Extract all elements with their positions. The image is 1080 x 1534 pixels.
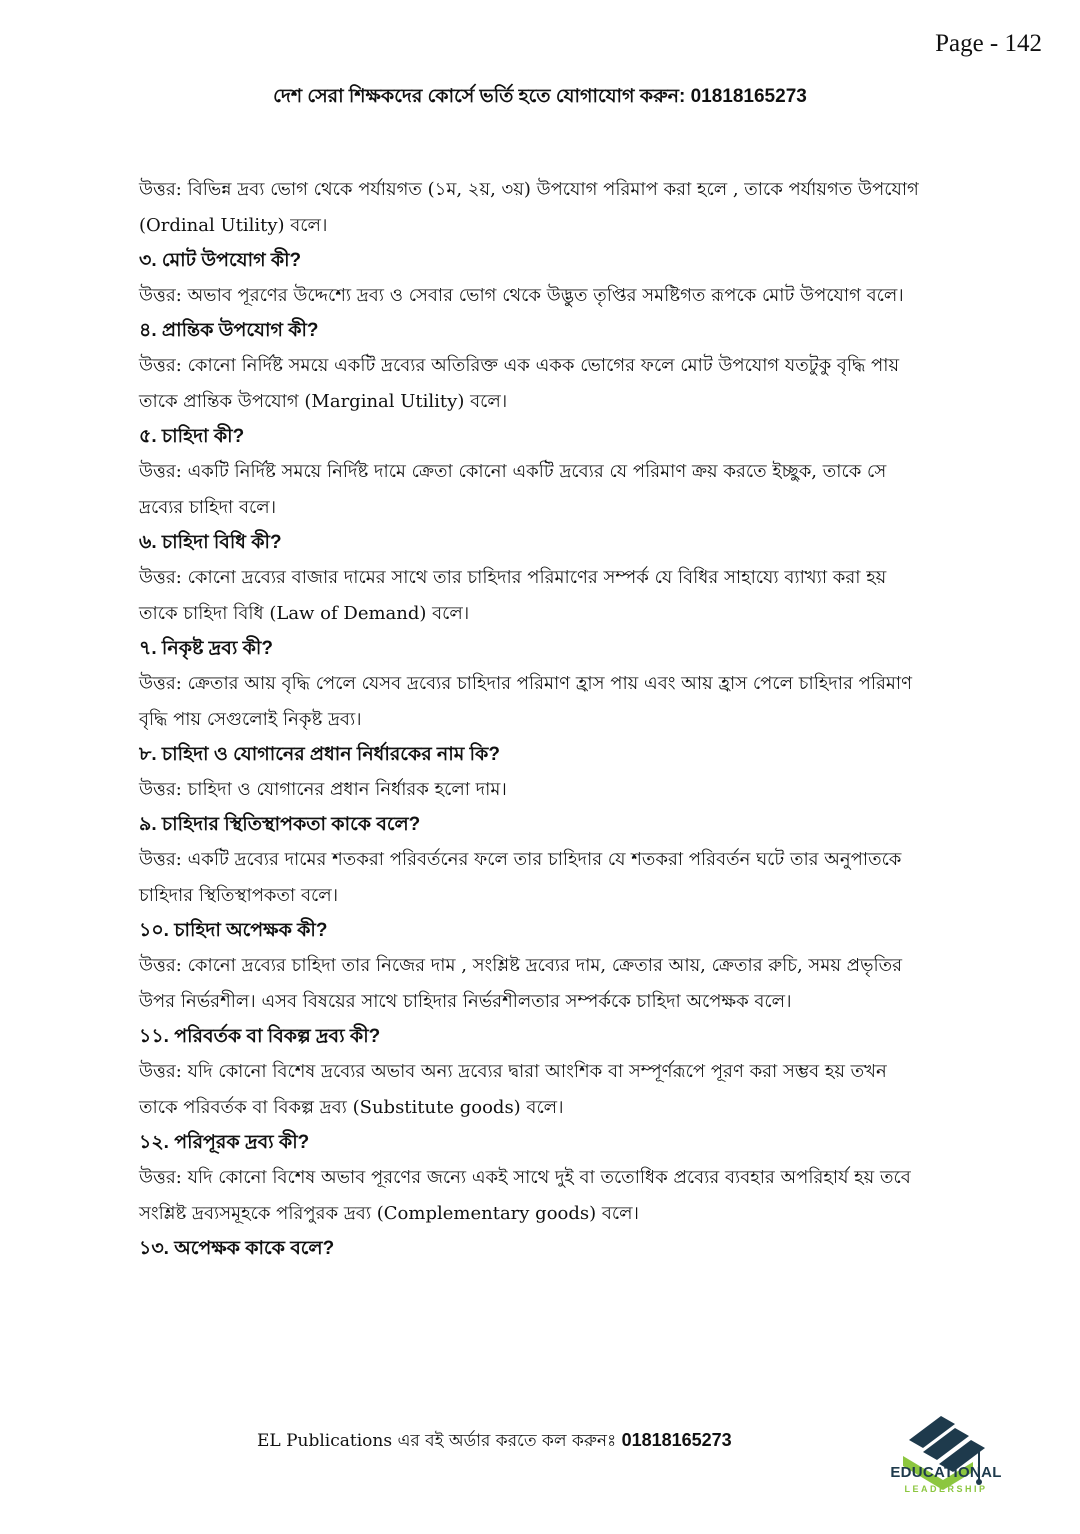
question-heading: ৮. চাহিদা ও যোগানের প্রধান নির্ধারকের নাম কি? xyxy=(139,744,500,765)
answer-text: উত্তর: যদি কোনো বিশেষ অভাব পূরণের জন্যে একই সাথে দুই বা ততোধিক প্রব্যের ব্যবহার অপরিহার্য হয় তবে সংশ্লিষ্ট দ্রব্যসমূহকে পরিপুরক দ্রব্য (Complementary goods) বলে। xyxy=(139,1167,911,1224)
footer-text: EL Publications এর বই অর্ডার করতে কল করুনঃ xyxy=(257,1431,622,1451)
question-heading: ১৩. অপেক্ষক কাকে বলে? xyxy=(139,1238,335,1259)
qa-content xyxy=(139,172,929,1266)
answer-text: উত্তর: অভাব পূরণের উদ্দেশ্যে দ্রব্য ও সেবার ভোগ থেকে উদ্ভুত তৃপ্তির সমষ্টিগত রূপকে মোট উপযোগ বলে। xyxy=(139,285,904,306)
question-heading: ৬. চাহিদা বিধি কী? xyxy=(139,532,282,553)
question-heading: ১১. পরিবর্তক বা বিকল্প দ্রব্য কী? xyxy=(139,1026,381,1047)
question-heading: ১২. পরিপূরক দ্রব্য কী? xyxy=(139,1132,310,1153)
header-contact-line: দেশ সেরা শিক্ষকদের কোর্সে ভর্তি হতে যোগাযোগ করুন: 01818165273 xyxy=(273,86,807,107)
answer-text: উত্তর: যদি কোনো বিশেষ দ্রব্যের অভাব অন্য দ্রব্যের দ্বারা আংশিক বা সম্পূর্ণরূপে পূরণ করা সম্ভব হয় তখন তাকে পরিবর্তক বা বিকল্প দ্রব্য (Substitute goods) বলে। xyxy=(139,1061,887,1118)
question-heading: ৯. চাহিদার স্থিতিস্থাপকতা কাকে বলে? xyxy=(139,814,421,835)
question-heading: ১০. চাহিদা অপেক্ষক কী? xyxy=(139,920,328,941)
question-heading: ৫. চাহিদা কী? xyxy=(139,426,245,447)
answer-text: উত্তর: চাহিদা ও যোগানের প্রধান নির্ধারক হলো দাম। xyxy=(139,779,507,800)
page-number: Page - 142 xyxy=(935,30,1042,57)
logo-subtitle: LEADERSHIP xyxy=(904,1484,988,1494)
footer-order-line xyxy=(257,1428,732,1456)
footer-phone: 01818165273 xyxy=(621,1430,732,1450)
question-heading: ৩. মোট উপযোগ কী? xyxy=(139,250,302,271)
answer-text: উত্তর: একটি দ্রব্যের দামের শতকরা পরিবর্তনের ফলে তার চাহিদার যে শতকরা পরিবর্তন ঘটে তার অনুপাতকে চাহিদার স্থিতিস্থাপকতা বলে। xyxy=(139,849,902,906)
answer-text: উত্তর: ক্রেতার আয় বৃদ্ধি পেলে যেসব দ্রব্যের চাহিদার পরিমাণ হ্রাস পায় এবং আয় হ্রাস পেলে চাহিদার পরিমাণ বৃদ্ধি পায় সেগুলোই নিকৃষ্ট দ্রব্য। xyxy=(139,673,912,730)
answer-text: উত্তর: কোনো দ্রব্যের বাজার দামের সাথে তার চাহিদার পরিমাণের সম্পর্ক যে বিধির সাহায্যে ব্যাখ্যা করা হয় তাকে চাহিদা বিধি (Law of Demand) বলে। xyxy=(139,567,887,624)
question-heading: ৪. প্রান্তিক উপযোগ কী? xyxy=(139,320,319,341)
question-heading: ৭. নিকৃষ্ট দ্রব্য কী? xyxy=(139,638,273,659)
answer-text: উত্তর: একটি নির্দিষ্ট সময়ে নির্দিষ্ট দামে ক্রেতা কোনো একটি দ্রব্যের যে পরিমাণ ক্রয় করতে ইচ্ছুক, তাকে সে দ্রব্যের চাহিদা বলে। xyxy=(139,461,887,518)
answer-text: উত্তর: কোনো দ্রব্যের চাহিদা তার নিজের দাম , সংশ্লিষ্ট দ্রব্যের দাম, ক্রেতার আয়, ক্রেতার রুচি, সময় প্রভৃতির উপর নির্ভরশীল। এসব বিষয়ের সাথে চাহিদার নির্ভরশীলতার সম্পর্ককে চাহিদা অপেক্ষক বলে। xyxy=(139,955,903,1012)
answer-text: উত্তর: কোনো নির্দিষ্ট সময়ে একটি দ্রব্যের অতিরিক্ত এক একক ভোগের ফলে মোট উপযোগ যতটুকু বৃদ্ধি পায় তাকে প্রান্তিক উপযোগ (Marginal Utility) বলে। xyxy=(139,355,900,412)
answer-text: উত্তর: বিভিন্ন দ্রব্য ভোগ থেকে পর্যায়গত (১ম, ২য়, ৩য়) উপযোগ পরিমাপ করা হলে , তাকে পর্যায়গত উপযোগ (Ordinal Utility) বলে। xyxy=(139,179,919,236)
logo-title: EDUCATIONAL xyxy=(890,1464,1002,1481)
